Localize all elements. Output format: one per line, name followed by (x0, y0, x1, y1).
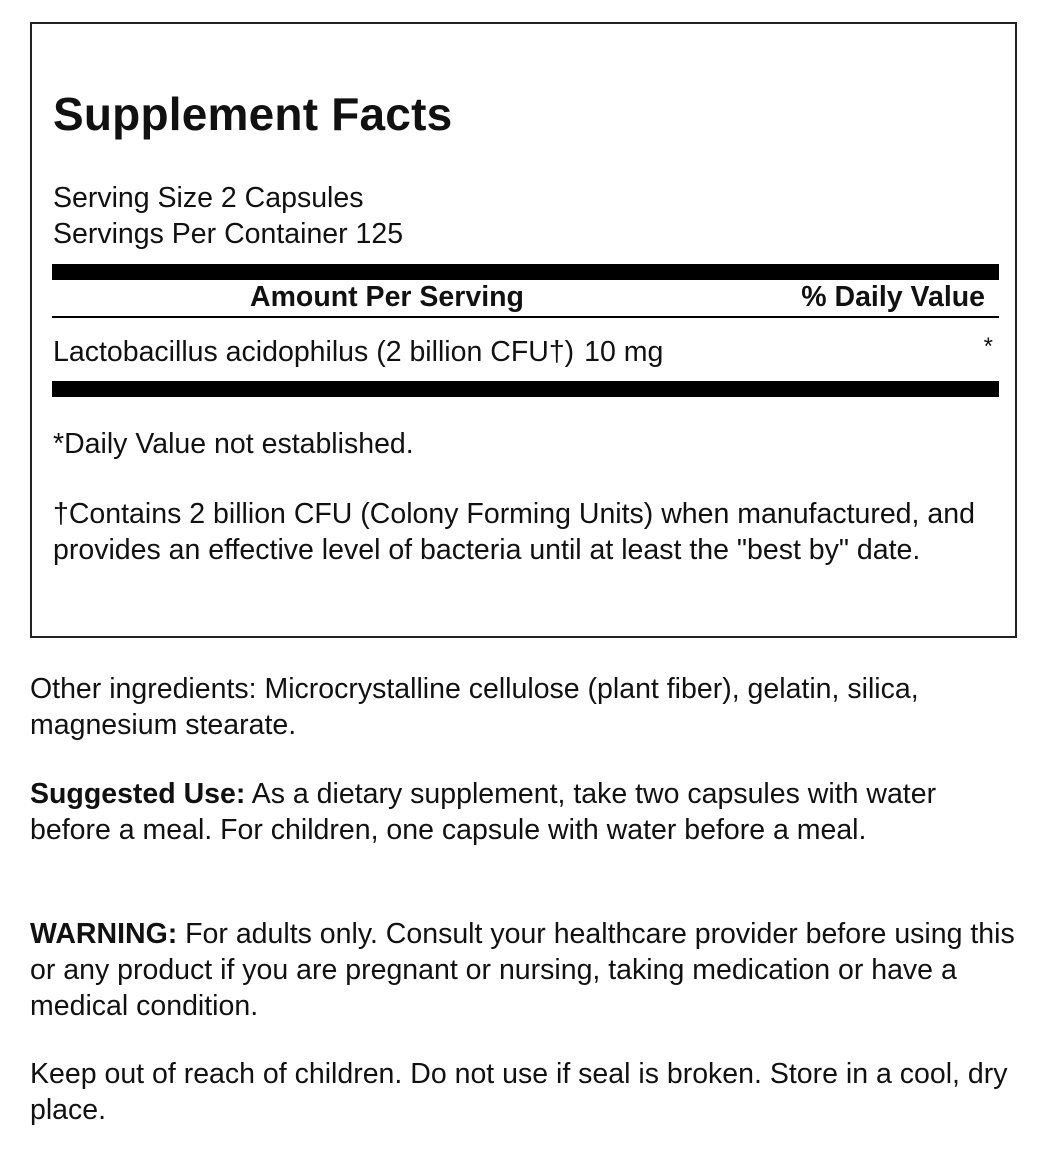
warning-text: For adults only. Consult your healthcare provider before using this or any product if you are pregnant or nursing, taking medication or have a medical condition. (30, 918, 1015, 1022)
amount-per-serving-header: Amount Per Serving (250, 281, 524, 313)
warning-label: WARNING: (30, 918, 178, 950)
ingredient-amount: 10 mg (584, 336, 664, 368)
thick-divider-bottom (52, 381, 999, 397)
daily-value-footnote: *Daily Value not established. (53, 428, 414, 460)
ingredient-name: Lactobacillus acidophilus (2 billion CFU†) (53, 336, 575, 368)
warning (30, 916, 1015, 1024)
suggested-use (30, 776, 1015, 848)
suggested-use-text: As a dietary supplement, take two capsules with water before a meal. For children, one capsule with water before a meal. (30, 778, 937, 846)
other-ingredients: Other ingredients: Microcrystalline cellulose (plant fiber), gelatin, silica, magnesium stearate. (30, 673, 919, 741)
ingredient-row (53, 334, 663, 370)
servings-per-container: Servings Per Container 125 (53, 218, 404, 250)
ingredient-daily-value: * (983, 333, 993, 360)
daily-value-header: % Daily Value (801, 281, 985, 313)
storage-instructions: Keep out of reach of children. Do not use if seal is broken. Store in a cool, dry place. (30, 1058, 1008, 1126)
suggested-use-label: Suggested Use: (30, 778, 246, 810)
cfu-footnote: †Contains 2 billion CFU (Colony Forming Units) when manufactured, and provides an effective level of bacteria until at least the "best by" date. (53, 498, 975, 566)
thin-divider (52, 316, 999, 318)
supplement-facts-panel (30, 22, 1017, 638)
serving-size: Serving Size 2 Capsules (53, 182, 364, 214)
thick-divider-top (52, 264, 999, 280)
panel-title: Supplement Facts (53, 88, 453, 140)
